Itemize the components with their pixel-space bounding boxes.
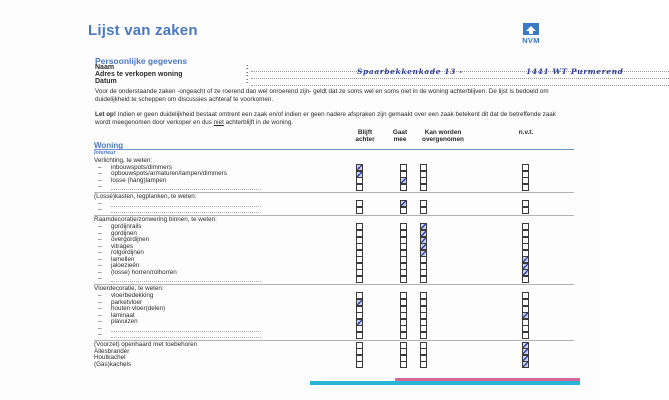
nvm-logo [516,22,546,48]
checklist-row [94,206,574,213]
field-label: Adres te verkopen woning [95,71,183,78]
dash-bullet: – [98,242,102,250]
dash-bullet: – [98,176,102,184]
dash-bullet: – [98,268,102,276]
column-blijft-achter: Blijft achter [355,129,375,144]
dash-bullet: – [98,163,102,171]
address-handwriting: Spaarbekkenkade 13 - [357,67,463,76]
item-label: (losse) horren/rolhorren [111,268,177,276]
checkbox-gaat-mee[interactable] [400,276,407,283]
item-label: (Gas)kachels [94,360,132,368]
checkbox-blijft-achter[interactable] [356,207,363,214]
checkbox-nvt[interactable] [522,207,529,214]
checkbox-kan-worden-overgenomen[interactable] [420,207,427,214]
footer-stripe-blue [310,381,580,385]
warning-text-a: Indien er geen duidelijkheid bestaat omtrent een zaak en/of indien er geen nadere afspraken zijn gemaakt over een zaak betekent dit dat de betreffende zaak wordt meegenomen door verkoper en dus [95,111,556,126]
item-label: overgordijnen [111,236,150,244]
checkbox-kan-worden-overgenomen[interactable] [420,184,427,191]
item-label: jaloezieën [111,262,140,270]
field-label: Datum [95,78,117,85]
warning-label: Let op! [95,111,116,118]
item-label: losse (hang)lampen [111,176,167,184]
checkbox-nvt[interactable] [522,332,529,339]
checklist-row [94,361,574,368]
item-label: plavuizen [111,318,138,326]
woning-subtitle: Interieur [94,150,116,156]
field-label: Naam [95,64,115,71]
blank-line [111,212,261,213]
item-label: inbouwspots/dimmers [111,163,172,171]
checkbox-kan-worden-overgenomen[interactable] [420,276,427,283]
dash-bullet: – [98,262,102,270]
blank-line [111,189,261,190]
checkbox-kan-worden-overgenomen[interactable] [420,332,427,339]
checkbox-nvt[interactable] [522,184,529,191]
dash-bullet: – [98,236,102,244]
dash-bullet: – [98,255,102,263]
dash-bullet: – [98,318,102,326]
dash-bullet: – [98,275,102,283]
dash-bullet: – [98,222,102,230]
item-label: Houtkachel [94,354,126,362]
intro-paragraph: Voor de onderstaande zaken -ongeacht of ze roerend dan wel onroerend zijn- geldt dat ze soms wel en soms niet in de woning achterblijven. De lijst is bedoeld om duidelijkheid te scheppen om discussies achteraf te voorkomen. [95,88,549,103]
item-label: vloerbedekking [111,291,154,299]
item-label: rolgordijnen [111,249,144,257]
header-rule [94,149,574,150]
checkbox-nvt[interactable] [522,361,529,368]
column-kan-worden-overgenomen: Kan worden overgenomen [422,129,464,144]
item-label: lamellen [111,255,135,263]
item-label: vitrages [111,242,134,250]
column-gaat-mee: Gaat mee [392,129,408,144]
personal-heading: Persoonlijke gegevens [95,56,188,66]
column-nvt: n.v.t. [518,129,534,136]
dash-bullet: – [98,183,102,191]
field-line [251,85,669,86]
checklist-row [94,331,574,338]
dash-bullet: – [98,229,102,237]
checkbox-blijft-achter[interactable] [356,276,363,283]
document-title: Lijst van zaken [88,22,198,39]
checkbox-gaat-mee[interactable] [400,184,407,191]
item-label: opbouwspots/armaturen/lampen/dimmers [111,170,227,178]
woning-title: Woning [94,141,124,150]
category-label: Verlichting, te weten: [94,157,153,164]
nvm-logo-text: NVM [522,36,540,45]
nvm-house-icon [522,22,540,36]
dash-bullet: – [98,311,102,319]
dash-bullet: – [98,291,102,299]
category-label: Raamdecoratie/zonwering binnen, te weten: [94,216,217,224]
item-label: houten vloer(delen) [111,305,166,313]
item-label: parketvloer [111,298,143,306]
dash-bullet: – [98,305,102,313]
field-line [251,78,669,79]
item-label: (Voorzet) openhaard met toebehoren [94,341,198,349]
checkbox-blijft-achter[interactable] [356,332,363,339]
dash-bullet: – [98,324,102,332]
category-label: Vloerdecoratie, te weten: [94,285,164,293]
checkbox-blijft-achter[interactable] [356,361,363,368]
dash-bullet: – [98,170,102,178]
item-label: Allesbrander [94,347,130,355]
dash-bullet: – [98,199,102,207]
field-colon: : [246,71,249,78]
checkbox-gaat-mee[interactable] [400,207,407,214]
warning-text-b: achterblijft in de woning. [223,118,294,126]
item-label: gordijnrails [111,222,142,230]
dash-bullet: – [98,206,102,214]
warning-niet: niet [213,118,224,126]
checkbox-nvt[interactable] [522,276,529,283]
warning-paragraph [95,111,565,126]
field-colon: : [246,64,249,71]
checkbox-kan-worden-overgenomen[interactable] [420,361,427,368]
dash-bullet: – [98,331,102,339]
checklist-row [94,275,574,282]
blank-line [111,337,261,338]
postcode-handwriting: 1441 WT Purmerend [526,67,624,76]
field-colon: : [246,78,249,85]
checklist-row [94,183,574,190]
category-label: (Losse)kasten, legplanken, te weten: [94,193,197,201]
checkbox-gaat-mee[interactable] [400,361,407,368]
checkbox-gaat-mee[interactable] [400,332,407,339]
item-label: laminaat [111,311,135,319]
item-label: gordijnen [111,229,137,237]
dash-bullet: – [98,298,102,306]
checkbox-blijft-achter[interactable] [356,184,363,191]
blank-line [111,281,261,282]
dash-bullet: – [98,249,102,257]
